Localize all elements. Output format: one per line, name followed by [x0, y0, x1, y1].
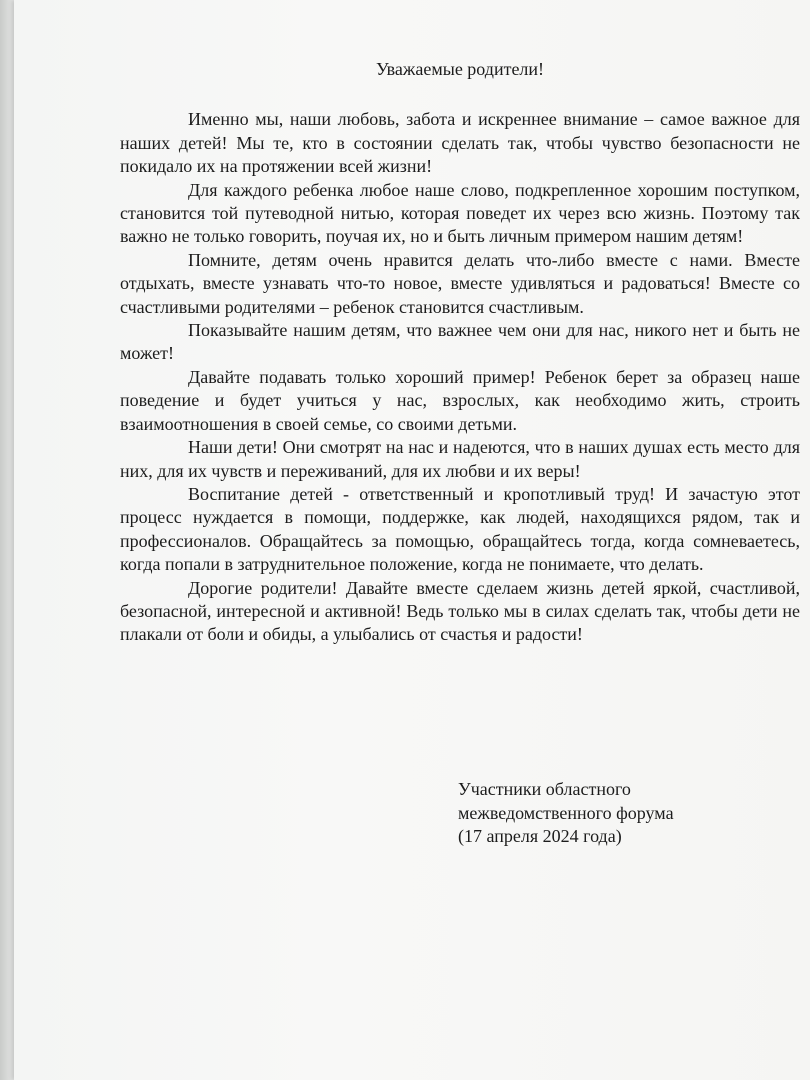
signature-line-2: межведомственного форума: [458, 802, 674, 823]
signature-block: [458, 778, 778, 849]
paragraph-7: Воспитание детей - ответственный и кропотливый труд! И зачастую этот процесс нуждается в помощи, поддержке, как людей, находящихся рядом, так и профессионалов. Обращайтесь за помощью, обращайтесь тогда, когда сомневаетесь, когда попали в затруднительное положение, когда не понимаете, что делать.: [120, 483, 800, 575]
paragraph-4: Показывайте нашим детям, что важнее чем они для нас, никого нет и быть не может!: [120, 320, 800, 364]
letter-title: Уважаемые родители!: [375, 59, 545, 79]
signature-line-1: Участники областного: [458, 779, 631, 799]
page-edge: [0, 0, 14, 1080]
paragraph-1: Именно мы, наши любовь, забота и искреннее внимание – самое важное для наших детей! Мы те, кто в состоянии сделать так, чтобы чувство безопасности не покидало их на протяжении всей жизни!: [120, 109, 800, 177]
paragraph-5: Давайте подавать только хороший пример! Ребенок берет за образец наше поведение и будет учиться у нас, взрослых, как необходимо жить, строить взаимоотношения в своей семье, со своими детьми.: [120, 366, 800, 434]
paragraph-6: Наши дети! Они смотрят на нас и надеются, что в наших душах есть место для них, для их чувств и переживаний, для их любви и их веры!: [120, 437, 800, 481]
paper-sheet: [14, 0, 810, 1080]
signature-date: (17 апреля 2024 года): [458, 826, 622, 846]
paragraph-3: Помните, детям очень нравится делать что-либо вместе с нами. Вместе отдыхать, вместе узнавать что-то новое, вместе удивляться и радоваться! Вместе со счастливыми родителями – ребенок становится счастливым.: [120, 249, 800, 317]
paragraph-8: Дорогие родители! Давайте вместе сделаем жизнь детей яркой, счастливой, безопасной, интересной и активной! Ведь только мы в силах сделать так, чтобы дети не плакали от боли и обиды, а улыбались от счастья и радости!: [120, 577, 800, 645]
paragraph-2: Для каждого ребенка любое наше слово, подкрепленное хорошим поступком, становится той путеводной нитью, которая поведет их через всю жизнь. Поэтому так важно не только говорить, поучая их, но и быть личным примером нашим детям!: [120, 179, 800, 247]
letter-body: [120, 58, 800, 647]
